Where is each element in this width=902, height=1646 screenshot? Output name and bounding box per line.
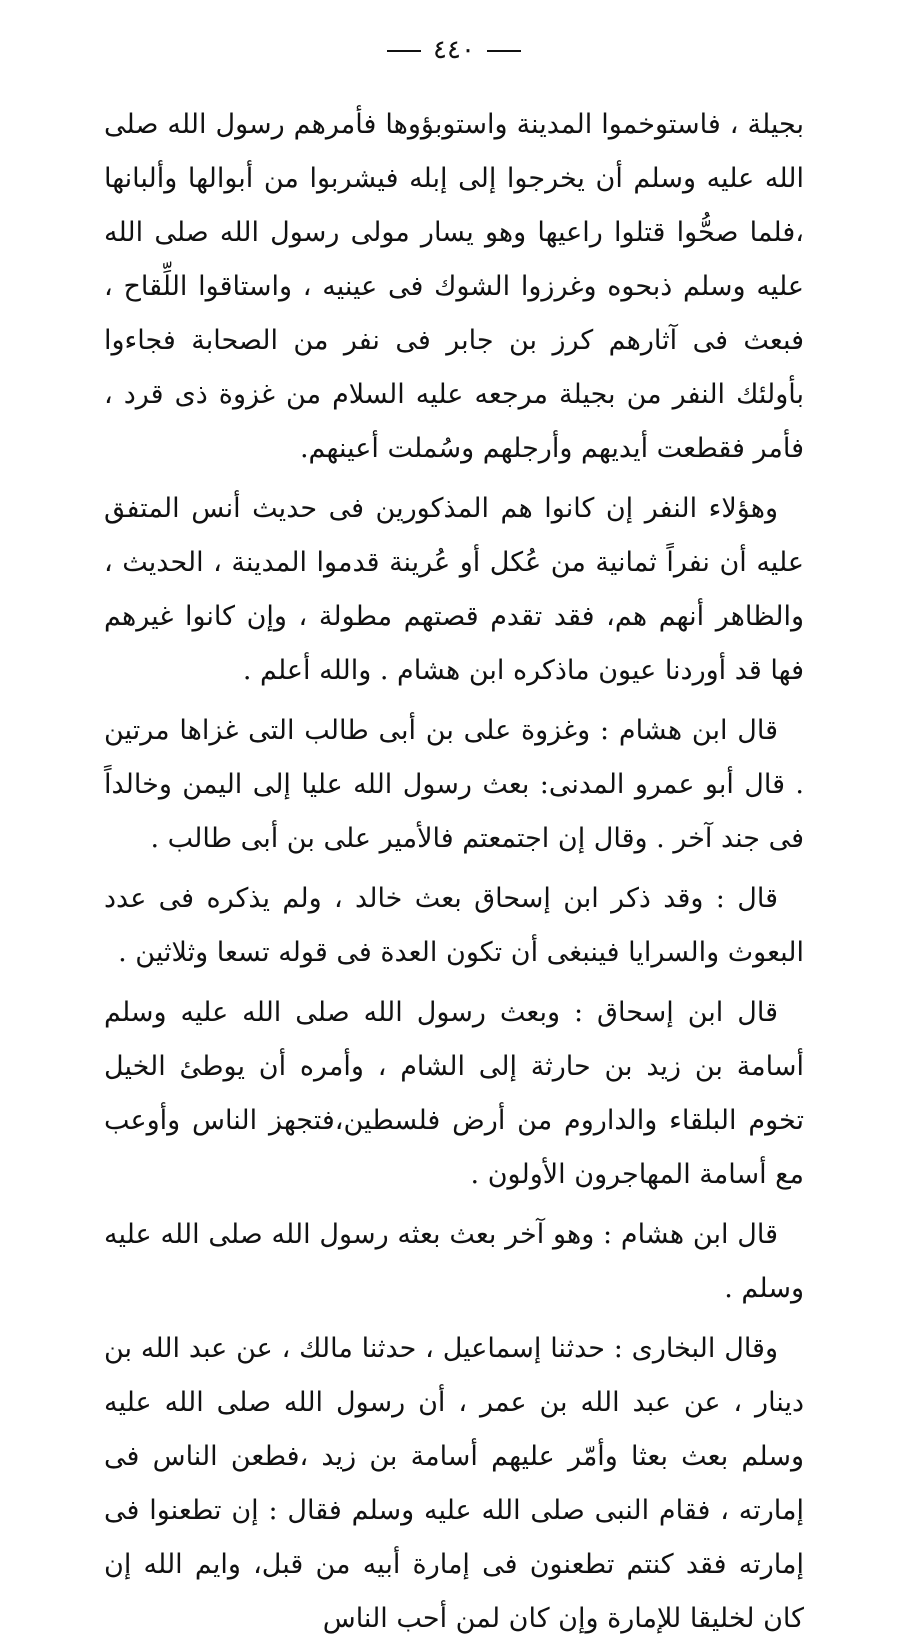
dash-right xyxy=(487,50,521,52)
dash-left xyxy=(387,50,421,52)
paragraph-1: بجيلة ، فاستوخموا المدينة واستوبؤوها فأمرهم رسول الله صلى الله عليه وسلم أن يخرجوا إلى إبله فيشربوا من أبوالها وألبانها ،فلما صحُّوا قتلوا راعيها وهو يسار مولى رسول الله صلى الله عليه وسلم ذبحوه وغرزوا الشوك فى عينيه ، واستاقوا اللِّقاح ، فبعث فى آثارهم كرز بن جابر فى نفر من الصحابة فجاءوا بأولئك النفر من بجيلة مرجعه عليه السلام من غزوة ذى قرد ، فأمر فقطعت أيديهم وأرجلهم وسُملت أعينهم. xyxy=(104,109,804,464)
paragraph-7: وقال البخارى : حدثنا إسماعيل ، حدثنا مالك ، عن عبد الله بن دينار ، عن عبد الله بن عمر ، أن رسول الله صلى الله عليه وسلم بعث بعثا وأمّر عليهم أسامة بن زيد ،فطعن الناس فى إمارته ، فقام النبى صلى الله عليه وسلم فقال : إن تطعنوا فى إمارته فقد كنتم تطعنون فى إمارة أبيه من قبل، وايم الله إن كان لخليقا للإمارة وإن كان لمن أحب الناس xyxy=(104,1333,804,1634)
paragraph-2: وهؤلاء النفر إن كانوا هم المذكورين فى حديث أنس المتفق عليه أن نفراً ثمانية من عُكل أو عُرينة قدموا المدينة ، الحديث ، والظاهر أنهم هم، فقد تقدم قصتهم مطولة ، وإن كانوا غيرهم فها قد أوردنا عيون ماذكره ابن هشام . والله أعلم . xyxy=(104,493,804,686)
page-number-text: ٤٤٠ xyxy=(433,35,475,65)
paragraph-6: قال ابن هشام : وهو آخر بعث بعثه رسول الله صلى الله عليه وسلم . xyxy=(104,1219,804,1304)
paragraph-5: قال ابن إسحاق : وبعث رسول الله صلى الله عليه وسلم أسامة بن زيد بن حارثة إلى الشام ، وأمره أن يوطئ الخيل تخوم البلقاء والداروم من أرض فلسطين،فتجهز الناس وأوعب مع أسامة المهاجرون الأولون . xyxy=(104,997,804,1190)
paragraph-3: قال ابن هشام : وغزوة على بن أبى طالب التى غزاها مرتين . قال أبو عمرو المدنى: بعث رسول الله عليا إلى اليمن وخالداً فى جند آخر . وقال إن اجتمعتم فالأمير على بن أبى طالب . xyxy=(104,715,804,854)
page-number xyxy=(104,30,804,70)
paragraph-4: قال : وقد ذكر ابن إسحاق بعث خالد ، ولم يذكره فى عدد البعوث والسرايا فينبغى أن تكون العدة فى قوله تسعا وثلاثين . xyxy=(104,883,804,968)
